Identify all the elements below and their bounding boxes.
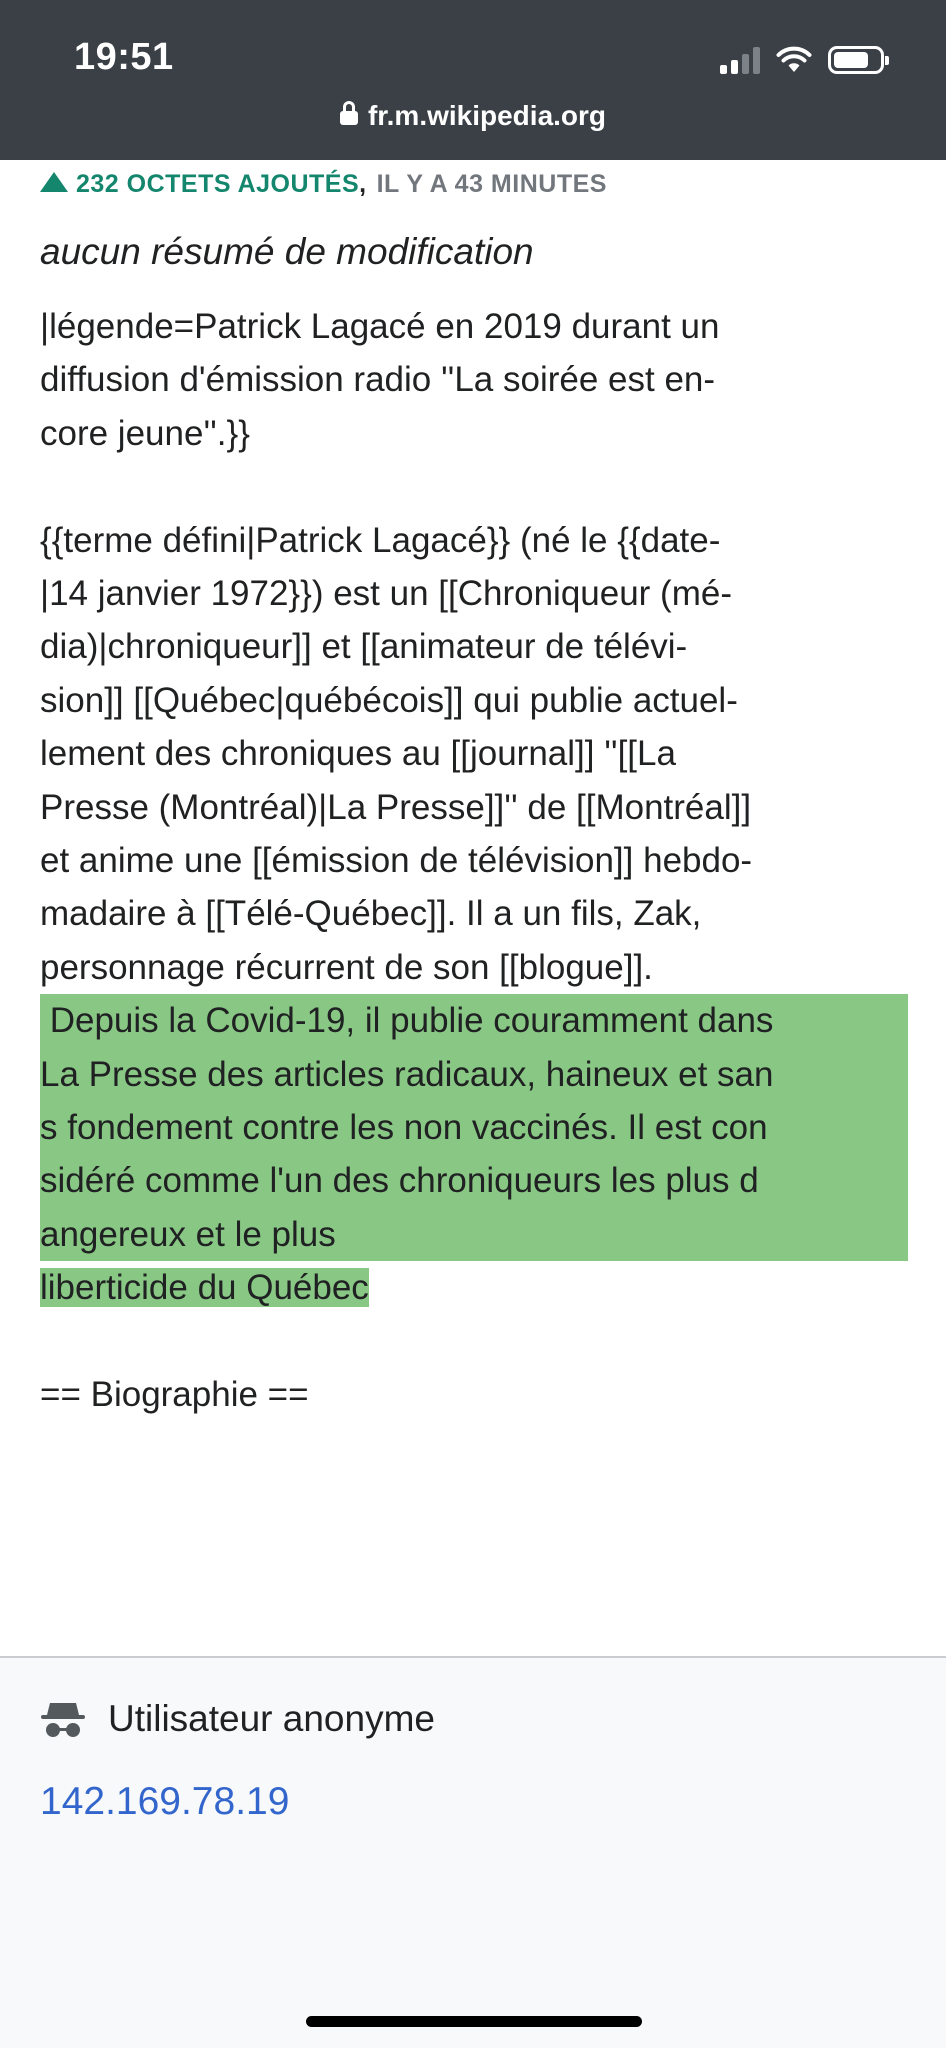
system-icons [720,44,884,76]
revision-meta [40,164,906,204]
added-line-last: liberticide du Québec [40,1268,369,1308]
added-line: sidéré comme l'un des chroniqueurs les plus d [40,1161,759,1201]
added-line: Depuis la Covid-19, il publie couramment dans [40,1001,774,1041]
lock-icon [340,107,358,127]
diff-line: personnage récurrent de son [[blogue]]. [40,947,653,987]
bytes-added-icon [40,172,68,192]
diff-line: diffusion d'émission radio ''La soirée est en- [40,360,716,400]
anonymous-user-icon [40,1699,86,1739]
wifi-icon [776,46,812,74]
ip-address-link[interactable]: 142.169.78.19 [40,1780,290,1823]
added-line: La Presse des articles radicaux, haineux et san [40,1054,774,1094]
diff-content [40,160,906,1422]
revision-time: IL Y A 43 MINUTES [376,170,607,198]
status-bar [0,0,946,160]
cellular-signal-icon [720,46,760,74]
diff-line: core jeune''.}} [40,413,250,453]
edit-summary: aucun résumé de modification [40,231,534,272]
section-heading: == Biographie == [40,1375,309,1415]
added-line: angereux et le plus [40,1214,336,1254]
diff-line: dia)|chroniqueur]] et [[animateur de télévi- [40,627,688,667]
user-label: Utilisateur anonyme [108,1698,435,1739]
added-text-block [40,994,908,1261]
diff-text [40,300,906,1422]
diff-line: |légende=Patrick Lagacé en 2019 durant un [40,307,720,346]
bytes-added: 232 OCTETS AJOUTÉS [76,170,360,198]
meta-separator: , [359,170,367,198]
battery-icon [828,46,884,74]
diff-line: |14 janvier 1972}}) est un [[Chroniqueur (mé- [40,574,732,614]
diff-line: {{terme défini|Patrick Lagacé}} (né le {{date- [40,520,721,560]
diff-line: et anime une [[émission de télévision]] hebdo- [40,841,753,881]
added-line: s fondement contre les non vaccinés. Il est con [40,1108,768,1148]
diff-line: lement des chroniques au [[journal]] ''[[La [40,734,676,774]
diff-line: madaire à [[Télé-Québec]]. Il a un fils, Zak, [40,894,702,934]
diff-line: sion]] [[Québec|québécois]] qui publie actuel- [40,680,738,720]
user-row [40,1698,435,1740]
home-indicator[interactable] [306,2016,642,2027]
url-domain: fr.m.wikipedia.org [367,100,607,131]
url-bar[interactable] [0,100,946,132]
diff-line: Presse (Montréal)|La Presse]]'' de [[Montréal]] [40,787,752,827]
footer [0,1656,946,2048]
status-time: 19:51 [74,36,174,78]
